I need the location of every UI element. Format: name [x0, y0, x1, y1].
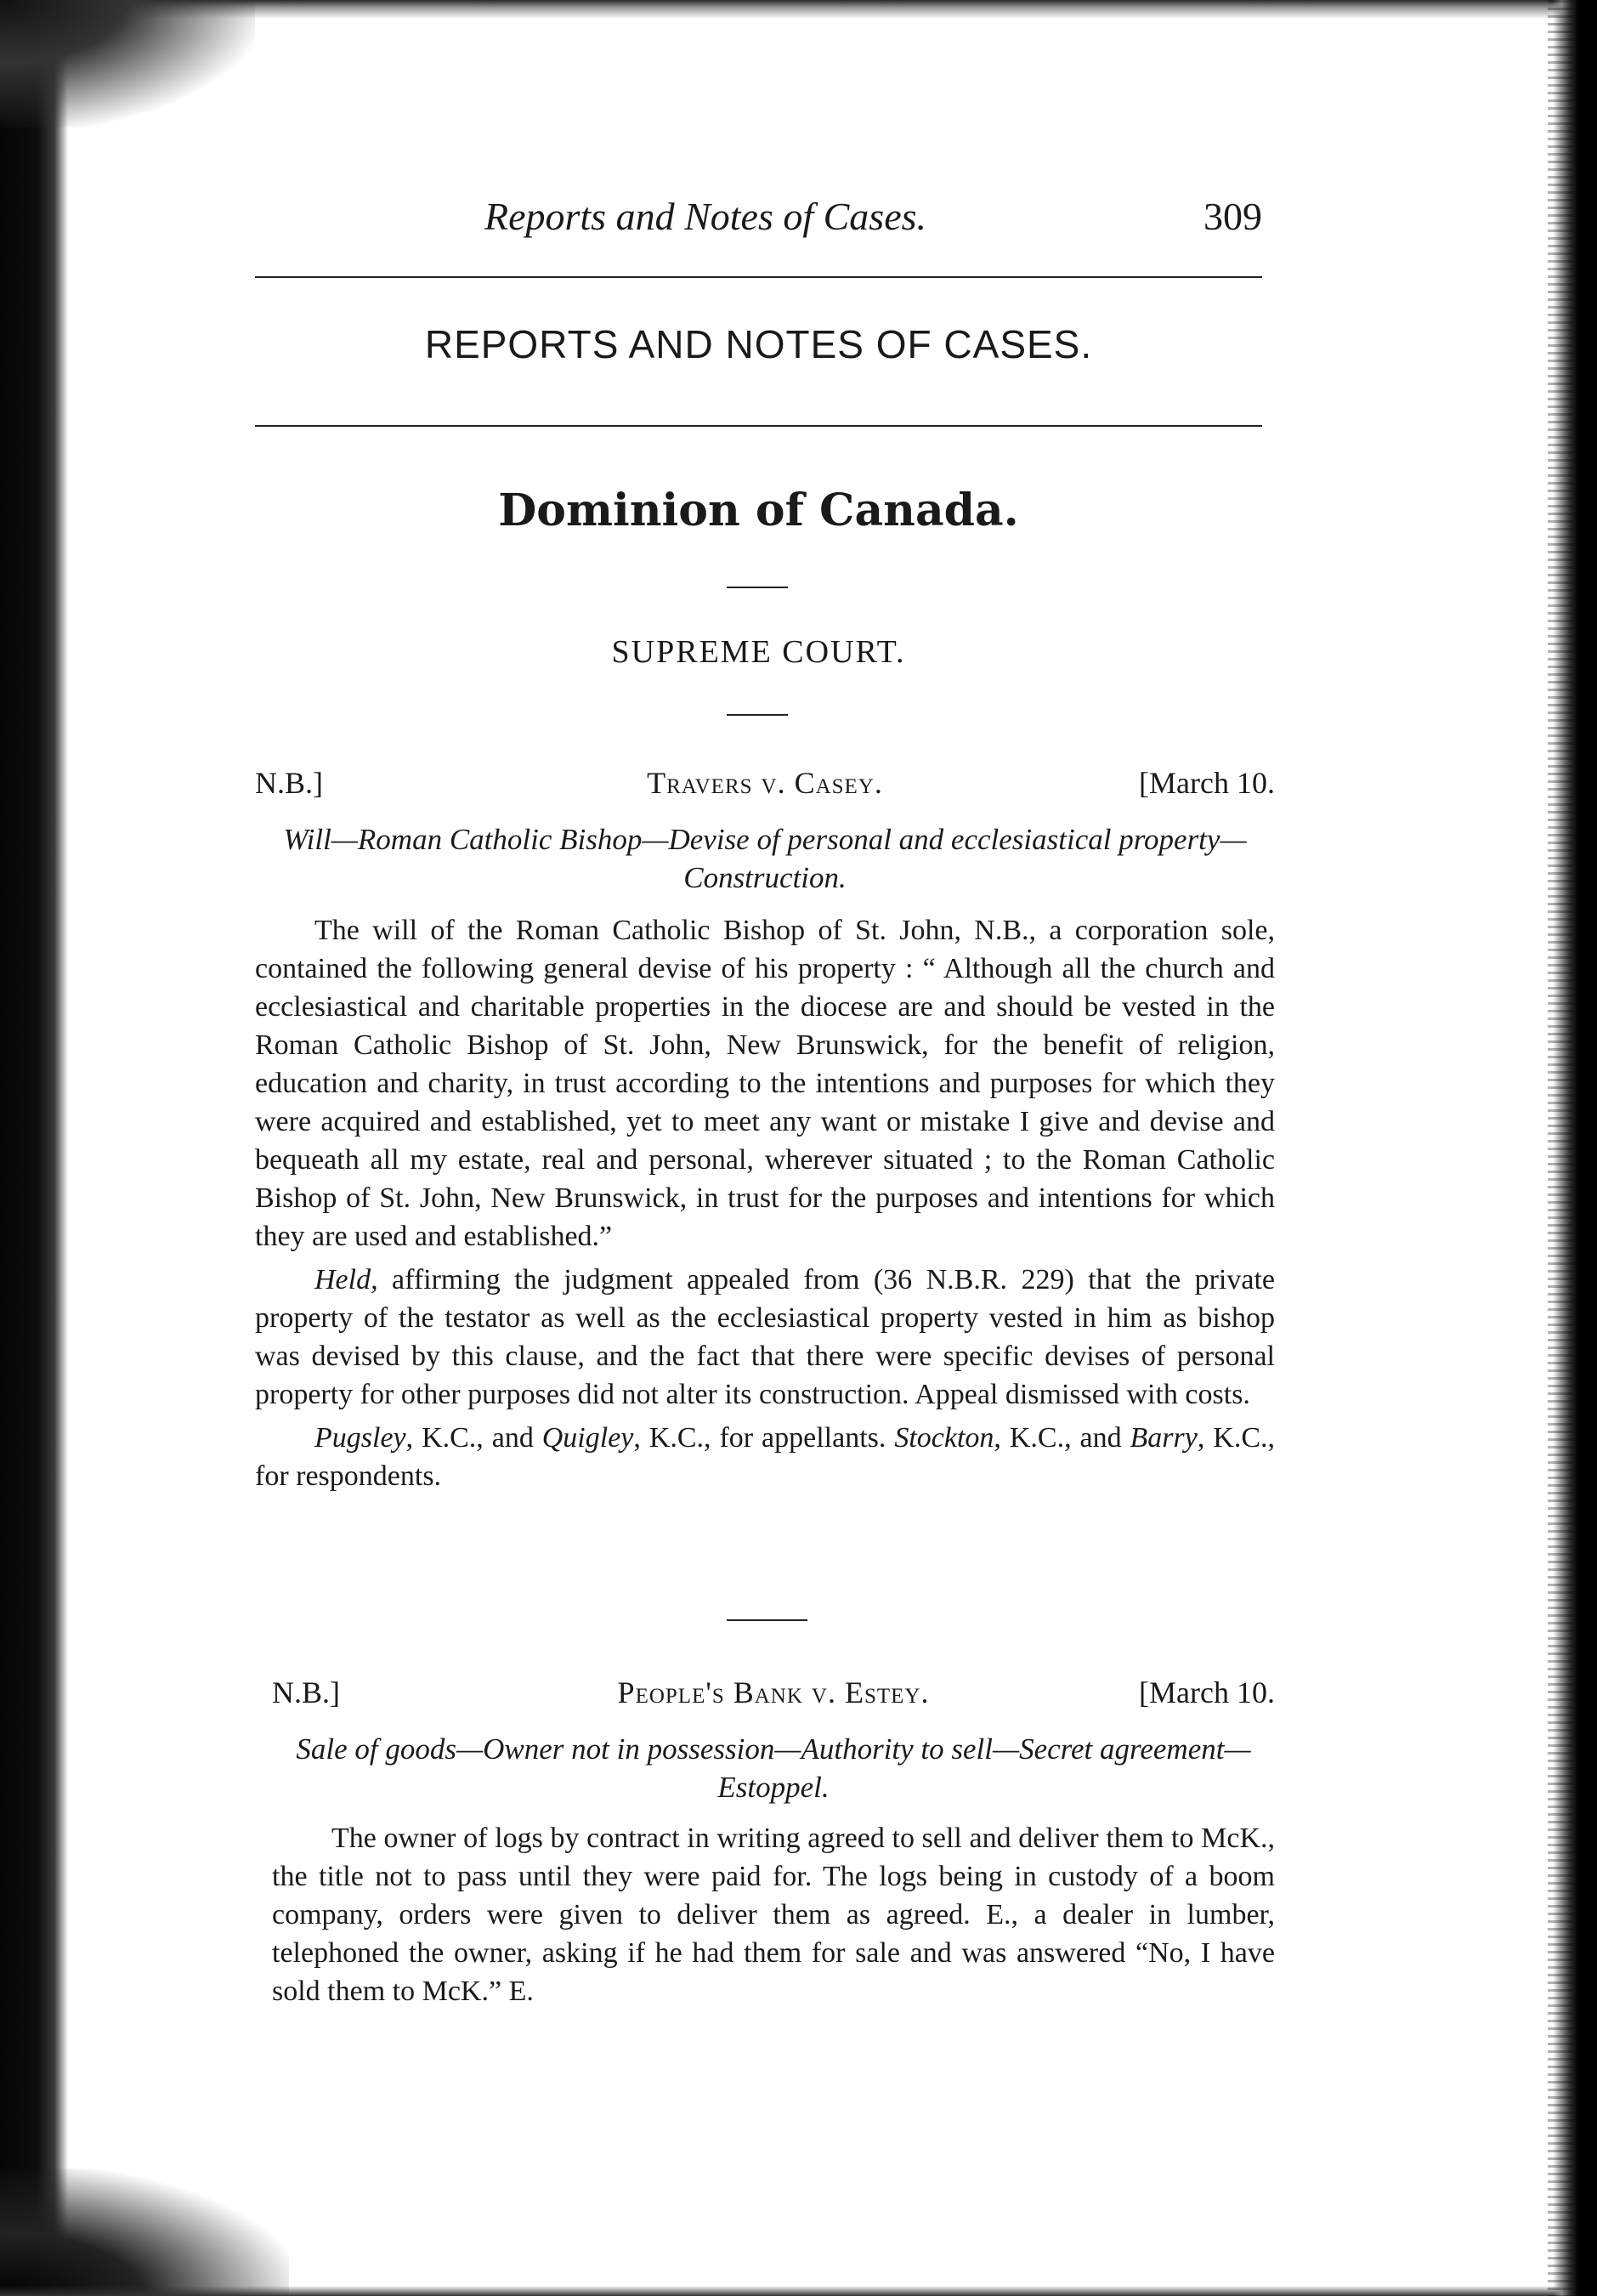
- counsel-name: Quigley: [541, 1422, 634, 1454]
- counsel-paragraph: [255, 1419, 1275, 1495]
- case-title: People's Bank v. Estey.: [617, 1675, 930, 1709]
- held-text: affirming the judgment appealed from (36 N.B.R. 229) that the private property of the testator as well as the ecclesiastical property vested in him as bishop was devised by this clause, and the fact that there were specific devises of personal property for other purposes did not alter its construction. Appeal dismissed with costs.: [255, 1264, 1275, 1410]
- counsel-text: , K.C., and: [994, 1422, 1130, 1454]
- case-province: N.B.]: [255, 766, 323, 800]
- case-heading: [272, 1675, 1275, 1717]
- page-number: 309: [1203, 195, 1262, 238]
- scan-edge-right-speckle: [1548, 0, 1573, 2296]
- top-rule: [255, 276, 1262, 278]
- case-date: [March 10.: [1139, 766, 1275, 800]
- counsel-name: Pugsley: [314, 1422, 406, 1454]
- court-heading: SUPREME COURT.: [611, 634, 906, 670]
- case-body: [255, 911, 1275, 1500]
- case-separator-rule: [727, 1619, 807, 1621]
- case-headnote: Will—Roman Catholic Bishop—Devise of personal and ecclesiastical property—Construction.: [283, 823, 1247, 894]
- case-paragraph: The will of the Roman Catholic Bishop of St. John, N.B., a corporation sole, contained the following general devise of his property : “ Although all the church and ecclesiastical and charitable properties in the diocese are and should be vested in the Roman Catholic Bishop of St. John, New Brunswick, for the benefit of religion, education and charity, in trust according to the intentions and purposes for which they were acquired and established, yet to meet any want or mistake I give and devise and bequeath all my estate, real and personal, wherever situated ; to the Roman Catholic Bishop of St. John, New Brunswick, in trust for the purposes and intentions for which they are used and established.”: [255, 915, 1275, 1252]
- scan-edge-left: [0, 0, 68, 2296]
- case-heading: [255, 765, 1275, 808]
- scan-shadow-top-left: [0, 0, 255, 128]
- case-province: N.B.]: [272, 1675, 340, 1709]
- case-paragraph: The owner of logs by contract in writing agreed to sell and deliver them to McK., the title not to pass until they were paid for. The logs being in custody of a boom company, orders were given to deliver them as agreed. E., a dealer in lumber, telephoned the owner, asking if he had them for sale and was answered “No, I have sold them to McK.” E.: [272, 1823, 1275, 2007]
- scan-shadow-bottom-left: [0, 2168, 289, 2296]
- scan-edge-bottom: [0, 2286, 1597, 2296]
- case-body: [272, 1819, 1275, 2015]
- counsel-name: Stockton: [894, 1422, 994, 1454]
- counsel-text: , K.C., for respondents.: [255, 1422, 1276, 1492]
- held-lead: Held,: [314, 1264, 378, 1295]
- section-rule: [255, 425, 1262, 427]
- case-headnote: Sale of goods—Owner not in possession—Authority to sell—Secret agreement—Estoppel.: [296, 1732, 1251, 1804]
- short-rule: [727, 587, 788, 588]
- case-title: Travers v. Casey.: [647, 766, 883, 800]
- counsel-text: , K.C., for appellants.: [633, 1422, 895, 1454]
- section-title: REPORTS AND NOTES OF CASES.: [424, 322, 1093, 366]
- counsel-name: Barry: [1130, 1422, 1198, 1454]
- running-title: Reports and Notes of Cases.: [484, 195, 927, 238]
- short-rule: [727, 714, 788, 716]
- case-date: [March 10.: [1139, 1675, 1275, 1709]
- dominion-heading: Dominion of Canada.: [498, 485, 1019, 536]
- held-paragraph: [255, 1261, 1275, 1414]
- counsel-text: , K.C., and: [405, 1422, 542, 1454]
- running-head: [255, 194, 1262, 253]
